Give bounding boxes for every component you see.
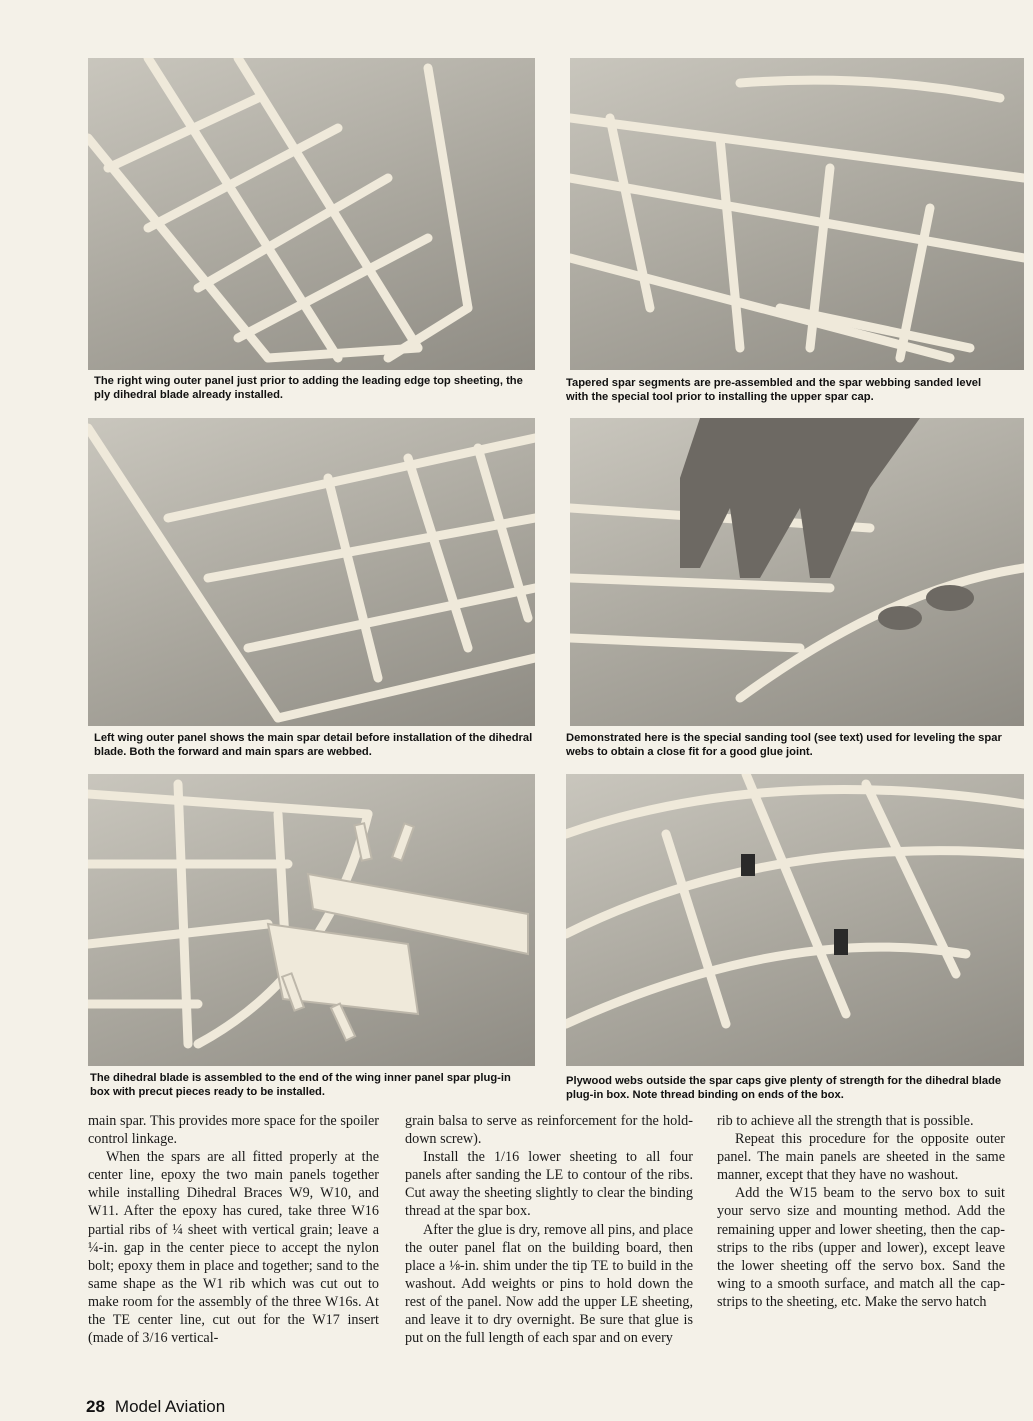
photo-special-sanding-tool (570, 418, 1024, 726)
paragraph: main spar. This provides more space for the spoiler control linkage. (88, 1113, 379, 1148)
paragraph: rib to achieve all the strength that is possible. (717, 1113, 974, 1129)
dihedral-blade-illustration (88, 774, 535, 1066)
caption-3: Left wing outer panel shows the main spar detail before installation of the dihedral blade. Both the forward and main spars are webbed. (94, 732, 533, 758)
caption-5: The dihedral blade is assembled to the end of the wing inner panel spar plug-in box with precut pieces ready to be installed. (90, 1072, 511, 1098)
caption-2: Tapered spar segments are pre-assembled and the spar webbing sanded level with the special tool prior to installing the upper spar cap. (566, 377, 982, 403)
text-column-2 (405, 1112, 693, 1347)
spar-frame-illustration (570, 58, 1024, 370)
paragraph: Add the W15 beam to the servo box to suit your servo size and mounting method. Add the remaining upper and lower sheeting, then the cap-strips to the ribs (upper and lower), except leave the lower sheeting off the servo box. Sand the wing to a smooth surface, and match all the cap-strips to the sheeting, etc. Make the servo hatch (717, 1185, 1005, 1310)
photo-plywood-webs (566, 774, 1024, 1066)
photo-left-wing-outer-panel (88, 418, 535, 726)
paragraph: Repeat this procedure for the opposite outer panel. The main panels are sheeted in the same manner, except that they have no washout. (717, 1131, 1005, 1184)
text-column-1 (88, 1112, 379, 1347)
caption-4: Demonstrated here is the special sanding tool (see text) used for leveling the spar webs to obtain a close fit for a good glue joint. (566, 732, 1002, 758)
paragraph: After the glue is dry, remove all pins, and place the outer panel flat on the building board, then place a ⅛-in. shim under the tip TE to build in the washout. Add weights or pins to hold down the rest of the panel. Now add the upper LE sheeting, and leave it to dry overnight. Be sure that glue is put on the full length of each spar and on every (405, 1221, 693, 1347)
page-footer (86, 1397, 225, 1417)
paragraph: When the spars are all fitted properly at the center line, epoxy the two main panels together while installing Dihedral Braces W9, W10, and W11. After the epoxy has cured, take three W16 partial ribs of ¼ sheet with vertical grain; leave a ¼-in. gap in the center piece to accept the nylon bolt; epoxy them in place and together; sand to the same shape as the W1 rib which was cut out to make room for the assembly of the three W16s. At the TE center line, cut out for the W17 insert (made of 3/16 vertical- (88, 1149, 379, 1347)
plywood-webs-illustration (566, 774, 1024, 1066)
wing-frame-illustration (88, 58, 535, 370)
page-number: 28 (86, 1397, 105, 1416)
hand-shape (680, 418, 974, 630)
photo-tapered-spar-segments (570, 58, 1024, 370)
wing-frame-illustration-2 (88, 418, 535, 726)
sanding-tool-illustration (570, 418, 1024, 726)
photo-dihedral-blade (88, 774, 535, 1066)
caption-1: The right wing outer panel just prior to adding the leading edge top sheeting, the ply dihedral blade already installed. (94, 375, 523, 401)
caption-6: Plywood webs outside the spar caps give plenty of strength for the dihedral blade plug-in box. Note thread binding on ends of the box. (566, 1075, 1002, 1101)
paragraph: Install the 1/16 lower sheeting to all four panels after sanding the LE to contour of the ribs. Cut away the sheeting slightly to clear the binding thread at the spar box. (405, 1149, 693, 1220)
paragraph: grain balsa to serve as reinforcement for the hold-down screw). (405, 1113, 693, 1148)
photo-right-wing-outer-panel (88, 58, 535, 370)
text-column-3 (717, 1112, 1005, 1311)
magazine-name: Model Aviation (114, 1397, 226, 1416)
